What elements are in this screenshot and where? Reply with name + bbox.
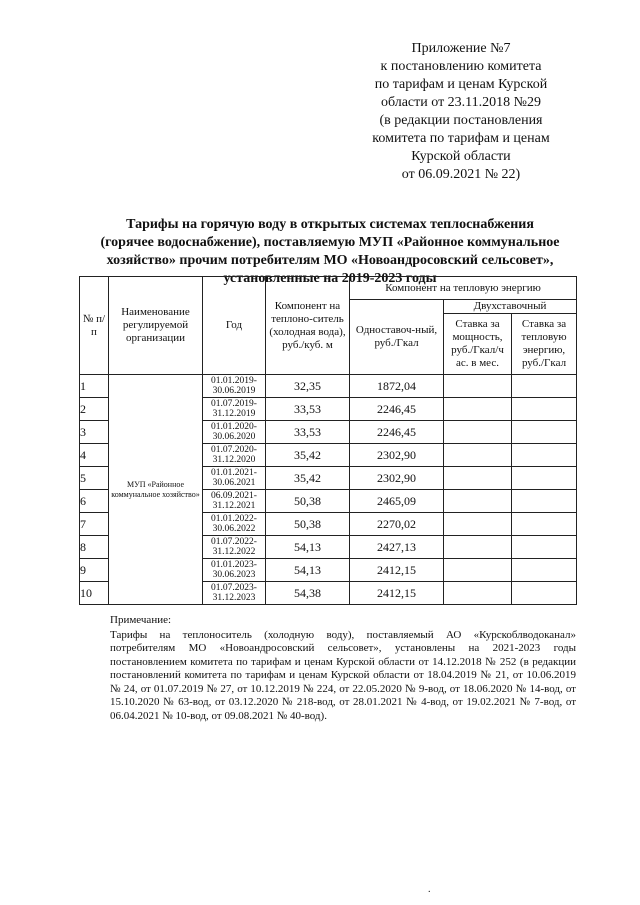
row-number: 4 — [80, 444, 109, 467]
row-energy-rate — [512, 490, 577, 513]
row-carrier: 54,13 — [266, 559, 350, 582]
header-num: № п/п — [80, 277, 109, 375]
appendix-line: области от 23.11.2018 №29 — [380, 95, 542, 110]
row-number: 6 — [80, 490, 109, 513]
appendix-line: комитета по тарифам и ценам — [372, 131, 550, 146]
row-single-rate: 2302,90 — [350, 467, 444, 490]
row-capacity-rate — [444, 582, 512, 605]
row-period: 01.01.2019-30.06.2019 — [203, 375, 266, 398]
row-single-rate: 2246,45 — [350, 421, 444, 444]
row-carrier: 54,13 — [266, 536, 350, 559]
row-number: 7 — [80, 513, 109, 536]
header-single-rate: Одноставоч-ный, руб./Гкал — [350, 300, 444, 375]
row-period: 01.01.2021-30.06.2021 — [203, 467, 266, 490]
row-single-rate: 2465,09 — [350, 490, 444, 513]
row-period: 01.07.2023-31.12.2023 — [203, 582, 266, 605]
table-row — [80, 375, 577, 398]
row-period: 01.07.2019-31.12.2019 — [203, 398, 266, 421]
row-carrier: 50,38 — [266, 490, 350, 513]
row-number: 3 — [80, 421, 109, 444]
row-energy-rate — [512, 421, 577, 444]
appendix-line: от 06.09.2021 № 22) — [401, 167, 521, 182]
header-energy-component: Компонент на тепловую энергию — [350, 277, 577, 300]
row-carrier: 35,42 — [266, 444, 350, 467]
page-mark: . — [428, 884, 431, 895]
row-single-rate: 2427,13 — [350, 536, 444, 559]
row-number: 2 — [80, 398, 109, 421]
row-energy-rate — [512, 467, 577, 490]
row-period: 06.09.2021-31.12.2021 — [203, 490, 266, 513]
row-single-rate: 2412,15 — [350, 582, 444, 605]
row-energy-rate — [512, 375, 577, 398]
note-title: Примечание: — [110, 614, 172, 626]
title-line: установленные на 2019-2023 годы — [223, 271, 437, 286]
title-line: хозяйство» прочим потребителям МО «Новоандросовский сельсовет», — [106, 253, 554, 268]
row-number: 1 — [80, 375, 109, 398]
header-energy-rate: Ставка за тепловую энергию, руб./Гкал — [512, 314, 577, 375]
row-single-rate: 2412,15 — [350, 559, 444, 582]
row-capacity-rate — [444, 536, 512, 559]
row-capacity-rate — [444, 513, 512, 536]
row-capacity-rate — [444, 421, 512, 444]
header-year: Год — [203, 277, 266, 375]
row-energy-rate — [512, 513, 577, 536]
row-carrier: 35,42 — [266, 467, 350, 490]
row-energy-rate — [512, 582, 577, 605]
tariff-table — [79, 276, 577, 605]
row-single-rate: 2302,90 — [350, 444, 444, 467]
row-number: 9 — [80, 559, 109, 582]
row-period: 01.01.2023-30.06.2023 — [203, 559, 266, 582]
appendix-line: по тарифам и ценам Курской — [374, 77, 548, 92]
row-number: 10 — [80, 582, 109, 605]
row-carrier: 33,53 — [266, 398, 350, 421]
row-number: 8 — [80, 536, 109, 559]
row-single-rate: 2270,02 — [350, 513, 444, 536]
row-energy-rate — [512, 536, 577, 559]
row-carrier: 50,38 — [266, 513, 350, 536]
row-single-rate: 1872,04 — [350, 375, 444, 398]
appendix-line: к постановлению комитета — [380, 59, 542, 74]
row-capacity-rate — [444, 559, 512, 582]
row-energy-rate — [512, 398, 577, 421]
appendix-header — [336, 40, 586, 184]
row-number: 5 — [80, 467, 109, 490]
row-carrier: 32,35 — [266, 375, 350, 398]
row-period: 01.01.2022-30.06.2022 — [203, 513, 266, 536]
appendix-line: Приложение №7 — [411, 41, 511, 56]
note-block — [110, 614, 576, 723]
row-period: 01.01.2020-30.06.2020 — [203, 421, 266, 444]
row-capacity-rate — [444, 490, 512, 513]
header-two-rate: Двухставочный — [444, 300, 577, 314]
row-capacity-rate — [444, 467, 512, 490]
row-capacity-rate — [444, 444, 512, 467]
row-carrier: 33,53 — [266, 421, 350, 444]
header-organization: Наименование регулируемой организации — [109, 277, 203, 375]
organization-cell: МУП «Районное коммунальное хозяйство» — [109, 375, 203, 605]
row-energy-rate — [512, 444, 577, 467]
title-line: (горячее водоснабжение), поставляемую МУП «Районное коммунальное — [100, 235, 560, 250]
title-line: Тарифы на горячую воду в открытых системах теплоснабжения — [126, 217, 534, 232]
appendix-line: Курской области — [411, 149, 511, 164]
note-text: Тарифы на теплоноситель (холодную воду), поставляемый АО «Курскоблводоканал» потребителям МО «Новоандросовский сельсовет», установлены на 2021-2023 годы постановлением комитета по тарифам и ценам Курской области от 14.12.2018 № 252 (в редакции постановлений комитета по тарифам и ценам Курской области от 18.04.2019 № 21, от 10.06.2019 № 24, от 01.07.2019 № 27, от 10.12.2019 № 224, от 22.05.2020 № 9-вод, от 18.06.2020 № 14-вод, от 15.10.2020 № 63-вод, от 03.12.2020 № 218-вод, от 28.01.2021 № 4-вод, от 19.02.2021 № 7-вод, от 06.04.2021 № 10-вод, от 09.08.2021 № 40-вод). — [110, 628, 576, 722]
row-single-rate: 2246,45 — [350, 398, 444, 421]
appendix-line: (в редакции постановления — [379, 113, 543, 128]
header-carrier-component: Компонент на теплоно-ситель (холодная вода), руб./куб. м — [266, 277, 350, 375]
row-capacity-rate — [444, 398, 512, 421]
row-capacity-rate — [444, 375, 512, 398]
row-energy-rate — [512, 559, 577, 582]
row-period: 01.07.2022-31.12.2022 — [203, 536, 266, 559]
row-period: 01.07.2020-31.12.2020 — [203, 444, 266, 467]
row-carrier: 54,38 — [266, 582, 350, 605]
header-capacity-rate: Ставка за мощность, руб./Гкал/ч ас. в мес. — [444, 314, 512, 375]
